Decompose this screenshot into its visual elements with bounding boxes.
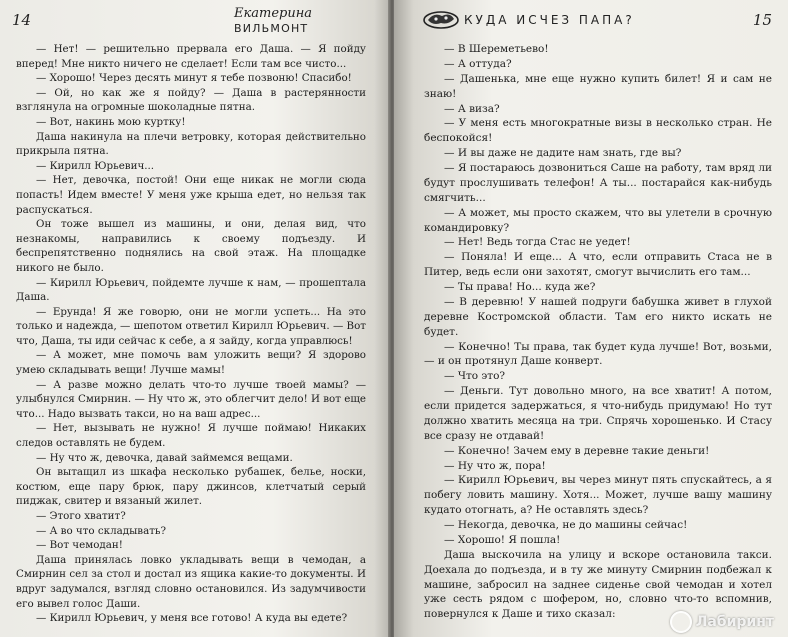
paragraph: — Ну что ж, пора! xyxy=(444,459,546,472)
paragraph: — У меня есть многократные визы в несколько стран. Не беспокойся! xyxy=(424,117,772,145)
paragraph: Даша выскочила на улицу и вскоре остановила такси. Доехала до подъезда, и в ту же минуту Смирнин подбежал к машине, забросил на заднее сиденье свой чемодан и хотел уже сесть рядом с шофером, но, словно что-то вспомнив, повернулся к Даше и тихо сказал: xyxy=(424,548,772,621)
paragraph: — Нет! — решительно прервала его Даша. — Я пойду вперед! Мне никто ничего не сделает! Если там все чисто... xyxy=(16,43,366,70)
paragraph: — Нет! Ведь тогда Стас не уедет! xyxy=(444,236,631,249)
left-page-header xyxy=(12,5,376,35)
paragraph: — Хорошо! Я пошла! xyxy=(444,533,561,546)
paragraph: — Я постараюсь дозвониться Саше на работу, там вряд ли будут прослушивать телефон! А ты... постарайся как-нибудь смягчить... xyxy=(424,162,772,204)
paragraph: — Этого хватит? xyxy=(36,510,126,522)
paragraph: — А виза? xyxy=(444,102,500,115)
page-number: 15 xyxy=(752,11,772,29)
paragraph: — Ты права! Но... куда же? xyxy=(444,281,596,293)
paragraph: — Ой, но как же я пойду? — Даша в растерянности взглянула на огромные шоколадные пятна. xyxy=(16,86,366,114)
paragraph: — Вот, накинь мою куртку! xyxy=(36,115,186,128)
watermark-text: Лабиринт xyxy=(695,614,774,630)
series-logo-icon xyxy=(422,8,460,30)
right-page-header xyxy=(422,8,772,32)
paragraph: — Конечно! Зачем ему в деревне такие деньги! xyxy=(444,444,710,457)
paragraph: Даша принялась ловко укладывать вещи в чемодан, а Смирнин сел за стол и достал из ящика какие-то документы. И вдруг задумался, взгляд словно остановился. Из задумчивости его вывел голос Даши. xyxy=(16,553,366,610)
paragraph: — Кирилл Юрьевич, пойдемте лучше к нам, — прошептала Даша. xyxy=(16,276,366,304)
paragraph: — Деньги. Тут довольно много, на все хватит! А потом, если придется задержаться, я что-нибудь придумаю! Но тут должно хватить месяца на три. Спрячь хорошенько. И Стасу все сразу не отдавай! xyxy=(424,385,772,442)
page-number: 14 xyxy=(12,11,32,29)
paragraph: — Поняла! И еще... А что, если отправить Стаса не в Питер, ведь если они захотят, смогут вычислить его там... xyxy=(424,251,772,279)
paragraph: — А может, мне помочь вам уложить вещи? Я здорово умею складывать вещи! Лучше мамы! xyxy=(16,349,366,377)
paragraph: — Нет, девочка, постой! Они еще никак не могли сюда попасть! Идем вместе! У меня уже крыша едет, но нельзя так распускаться. xyxy=(16,174,366,216)
author-first-name: Екатерина xyxy=(234,5,313,21)
paragraph: — Дашенька, мне еще нужно купить билет! Я и сам не знаю! xyxy=(424,72,772,100)
paragraph: Он тоже вышел из машины, и они, делая вид, что незнакомы, направились к своему подъезду. И беспрепятственно поднялись на свой этаж. На площадке никого не было. xyxy=(16,218,366,274)
paragraph: — А во что складывать? xyxy=(36,524,167,537)
paragraph: — В деревню! У нашей подруги бабушка живет в глухой деревне Костромской области. Там его никто искать не будет. xyxy=(424,295,772,338)
paragraph: — Ну что ж, девочка, давай займемся вещами. xyxy=(36,451,293,464)
paragraph: — Нет, вызывать не нужно! Я лучше поймаю! Никаких следов оставлять не будем. xyxy=(16,422,366,450)
author-last-name: ВИЛЬМОНТ xyxy=(234,21,309,35)
right-page xyxy=(394,0,788,637)
paragraph: — И вы даже не дадите нам знать, где вы? xyxy=(444,147,682,160)
paragraph: — А может, мы просто скажем, что вы улетели в срочную командировку? xyxy=(424,206,772,234)
paragraph: — Хорошо! Через десять минут я тебе позвоню! Спасибо! xyxy=(36,72,352,85)
paragraph: — Кирилл Юрьевич, вы через минут пять спускайтесь, а я побегу ловить машину. Хотя... Может, лучше вашу машину кудато отогнать, а? Не оставлять здесь? xyxy=(424,474,772,517)
left-page-body xyxy=(16,42,366,626)
book-title-running-head: КУДА ИСЧЕЗ ПАПА? xyxy=(464,13,635,27)
paragraph: — А оттуда? xyxy=(444,57,512,70)
paragraph: — Конечно! Ты права, так будет куда лучше! Вот, возьми, — и он протянул Даше конверт. xyxy=(424,340,772,368)
paragraph: — Вот чемодан! xyxy=(36,539,123,552)
paragraph: — Ерунда! Я же говорю, они не могли успеть... На это только и надежда, — шепотом ответил Кирилл Юрьевич. — Вот что, Даша, ты иди сейчас к себе, а я зайду, когда управлюсь! xyxy=(16,305,366,347)
left-page xyxy=(0,0,390,637)
paragraph: — Что это? xyxy=(444,370,506,383)
paragraph: — Кирилл Юрьевич, у меня все готово! А куда вы едете? xyxy=(36,612,348,625)
watermark-logo-icon xyxy=(670,611,692,633)
paragraph: — Некогда, девочка, не до машины сейчас! xyxy=(444,519,688,531)
paragraph: Он вытащил из шкафа несколько рубашек, белье, носки, костюм, еще пару брюк, пару джинсов, клетчатый серый пиджак, свитер и вязаный жилет. xyxy=(16,466,366,508)
paragraph: — В Шереметьево! xyxy=(444,43,549,55)
paragraph: Даша накинула на плечи ветровку, которая действительно прикрыла пятна. xyxy=(16,130,366,158)
right-page-body xyxy=(424,42,772,622)
watermark xyxy=(670,611,774,633)
paragraph: — А разве можно делать что-то лучше твоей мамы? — улыбнулся Смирнин. — Ну что ж, это облегчит дело! И вот еще что... Надо вызвать такси, но на ваш адрес... xyxy=(16,378,366,420)
paragraph: — Кирилл Юрьевич... xyxy=(36,159,155,172)
author-name xyxy=(234,6,376,35)
